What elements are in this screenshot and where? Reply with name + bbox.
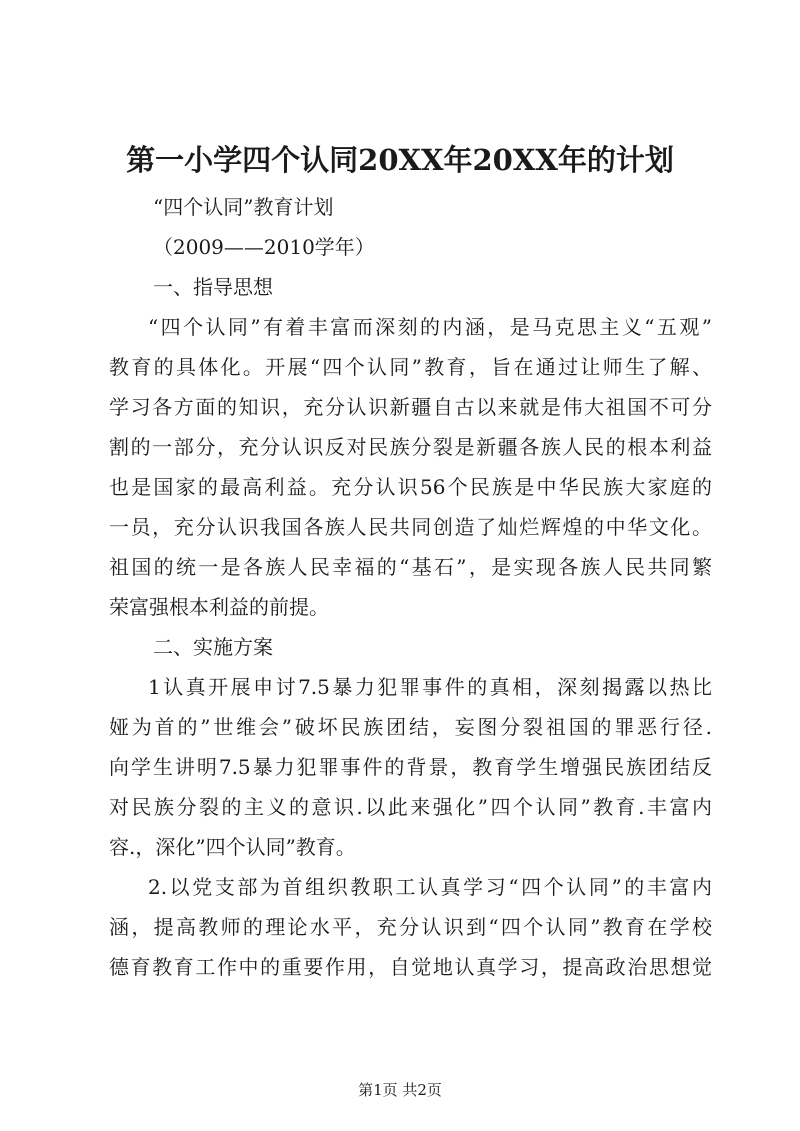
paragraph-line: 向学生讲明7.5暴力犯罪事件的背景，教育学生增强民族团结反 [109,755,712,779]
paragraph-line: 荣富强根本利益的前提。 [109,595,329,619]
paragraph-line: 容.，深化”四个认同”教育。 [109,835,356,859]
document-title: 第一小学四个认同20XX年20XX年的计划 [126,143,674,177]
paragraph-line: 教育的具体化。开展“四个认同”教育，旨在通过让师生了解、 [109,355,712,379]
paragraph-line: 娅为首的”世维会”破坏民族团结，妄图分裂祖国的罪恶行径. [109,715,712,739]
paragraph-line: 2.以党支部为首组织教职工认真学习“四个认同”的丰富内 [148,875,712,899]
page-number-footer: 第1页 共2页 [358,1081,442,1099]
paragraph-line: 也是国家的最高利益。充分认识56个民族是中华民族大家庭的 [109,475,712,499]
section-heading-guiding-thought: 一、指导思想 [153,275,273,299]
paragraph-line: “四个认同”有着丰富而深刻的内涵，是马克思主义“五观” [148,315,712,339]
subtitle-plan: “四个认同”教育计划 [153,195,334,219]
paragraph-line: 割的一部分，充分认识反对民族分裂是新疆各族人民的根本利益 [109,435,712,459]
paragraph-line: 涵，提高教师的理论水平，充分认识到“四个认同”教育在学校 [109,915,712,939]
paragraph-line: 学习各方面的知识，充分认识新疆自古以来就是伟大祖国不可分 [109,395,712,419]
paragraph-line: 对民族分裂的主义的意识.以此来强化”四个认同”教育.丰富内 [109,795,712,819]
paragraph-line: 祖国的统一是各族人民幸福的“基石”，是实现各族人民共同繁 [109,555,712,579]
section-heading-implementation: 二、实施方案 [153,635,273,659]
paragraph-line: 1认真开展申讨7.5暴力犯罪事件的真相，深刻揭露以热比 [148,675,712,699]
paragraph-line: 德育教育工作中的重要作用，自觉地认真学习，提高政治思想觉 [109,955,712,979]
subtitle-school-year: （2009——2010学年） [153,235,375,259]
paragraph-line: 一员，充分认识我国各族人民共同创造了灿烂辉煌的中华文化。 [109,515,712,539]
